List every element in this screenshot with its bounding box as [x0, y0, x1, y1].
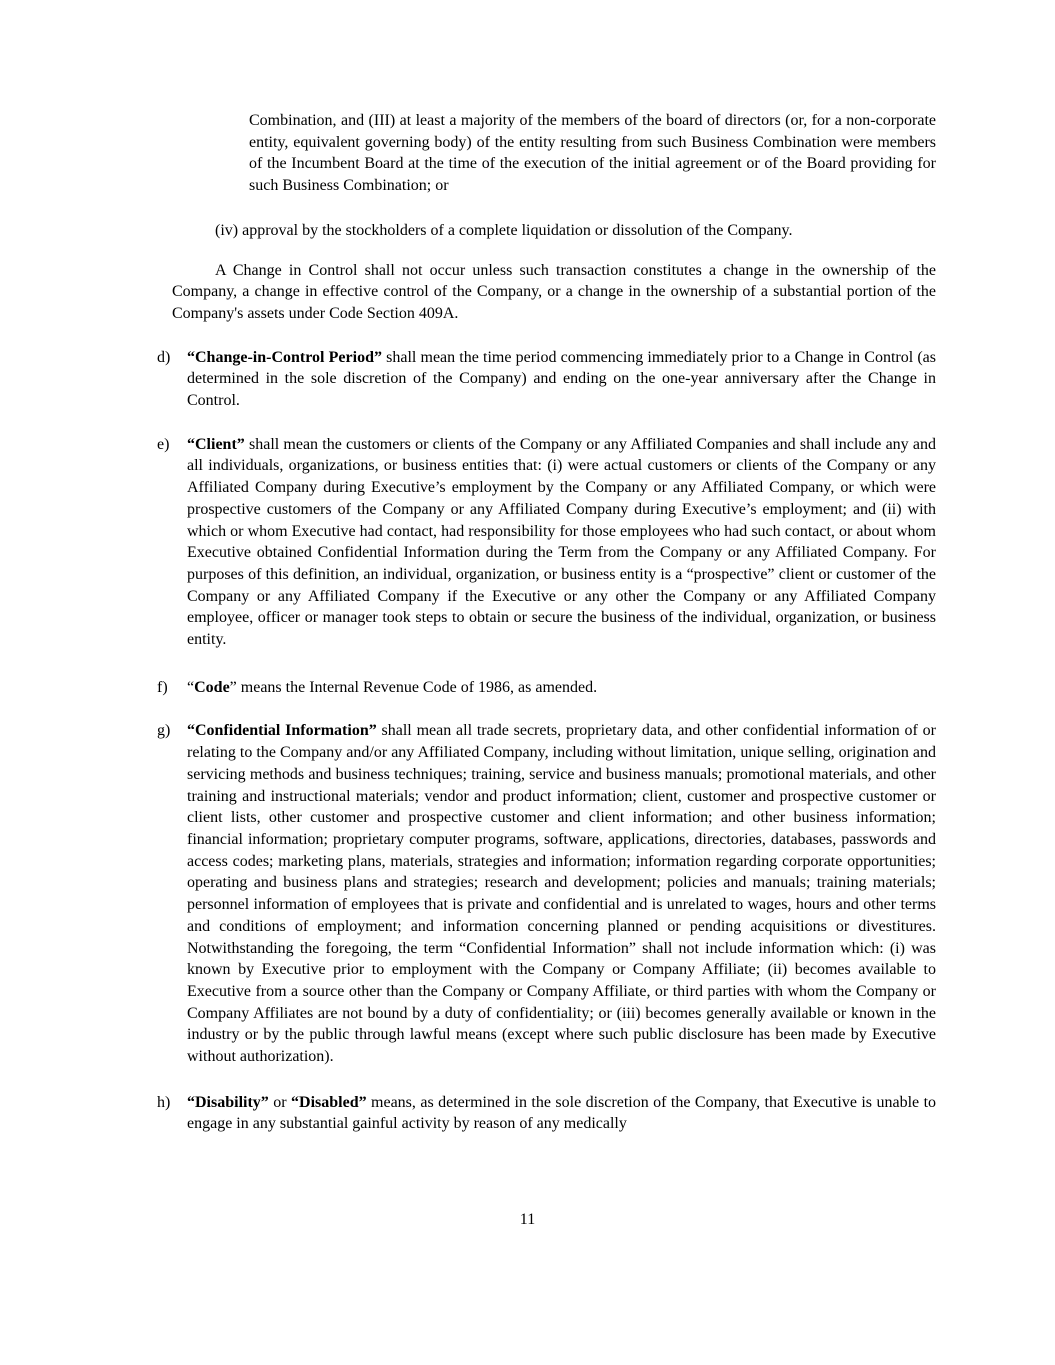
clause-iv-paragraph: (iv) approval by the stockholders of a complete liquidation or dissolution of the Company. — [215, 221, 793, 239]
definition-item-disability — [157, 1092, 936, 1135]
definition-text: “Disability” or “Disabled” means, as determined in the sole discretion of the Company, that Executive is unable to engage in any substantial gainful activity by reason of any medically — [187, 1093, 937, 1133]
definition-item-confidential-information — [157, 720, 936, 1067]
definition-text: “Code” means the Internal Revenue Code of 1986, as amended. — [187, 678, 598, 696]
definition-label: g) — [157, 722, 171, 740]
definition-label: h) — [157, 1093, 171, 1111]
change-in-control-note-paragraph: A Change in Control shall not occur unless such transaction constitutes a change in the ownership of the Company, a change in effective control of the Company, or a change in the ownership of a substantial portion of the Company's assets under Code Section 409A. — [172, 261, 936, 322]
page-number: 11 — [519, 1211, 536, 1229]
definition-label: e) — [157, 435, 170, 453]
definition-text: “Confidential Information” shall mean all trade secrets, proprietary data, and other confidential information of or relating to the Company and/or any Affiliated Company, including without limitation, unique selling, origination and servicing methods and business techniques; training, service and business manuals; promotional materials, and other training and instructional materials; vendor and product information; client, customer and prospective customer or client lists, other customer and prospective customer and client information; and other business information; financial information; proprietary computer programs, software, applications, directories, databases, passwords and access codes; marketing plans, materials, strategies and information; information regarding corporate opportunities; operating and business plans and strategies; research and development; policies and manuals; training materials; personnel information of employees that is private and confidential and is unrelated to wages, hours and other terms and conditions of employment; and information concerning planned or pending acquisitions or divestitures. Notwithstanding the foregoing, the term “Confidential Information” shall not include information which: (i) was known by Executive prior to employment with the Company or Company Affiliate; (ii) becomes available to Executive from a source other than the Company or Company Affiliate, or third parties with whom the Company or Company Affiliates are not bound by a duty of confidentiality; or (iii) becomes generally available or known in the industry or by the public through lawful means (except where such public disclosure has been made by Executive without authorization). — [187, 722, 936, 1066]
definition-item-client — [157, 434, 936, 651]
definition-text: “Change-in-Control Period” shall mean the time period commencing immediately prior to a Change in Control (as determined in the sole discretion of the Company) and ending on the one-year anniversary after the Change in Control. — [187, 348, 937, 410]
definition-text: “Client” shall mean the customers or clients of the Company or any Affiliated Companies and shall include any and all individuals, organizations, or business entities that: (i) were actual customers or clients of the Company or any Affiliated Company during Executive’s employment by the Company or any Affiliated Company, or which were prospective customers of the Company or any Affiliated Company during Executive’s employment; and (ii) with which or whom Executive had contact, had responsibility for those employees who had such contact, or about whom Executive obtained Confidential Information during the Term from the Company or any Affiliated Company. For purposes of this definition, an individual, organization, or business entity is a “prospective” client or customer of the Company or any Affiliated Company if the Executive or any other the Company or any Affiliated Company employee, officer or manager took steps to obtain or secure the business of the individual, organization, or business entity. — [187, 435, 936, 649]
definition-item-code — [157, 677, 936, 699]
definition-label: f) — [157, 678, 168, 696]
definition-label: d) — [157, 348, 171, 366]
clause-iii-paragraph: Combination, and (III) at least a majority of the members of the board of directors (or, for a non-corporate entity, equivalent governing body) of the entity resulting from such Business Combination were members of the Incumbent Board at the time of the execution of the initial agreement or of the Board providing for such Business Combination; or — [249, 112, 936, 195]
definition-item-change-in-control-period — [157, 347, 936, 412]
